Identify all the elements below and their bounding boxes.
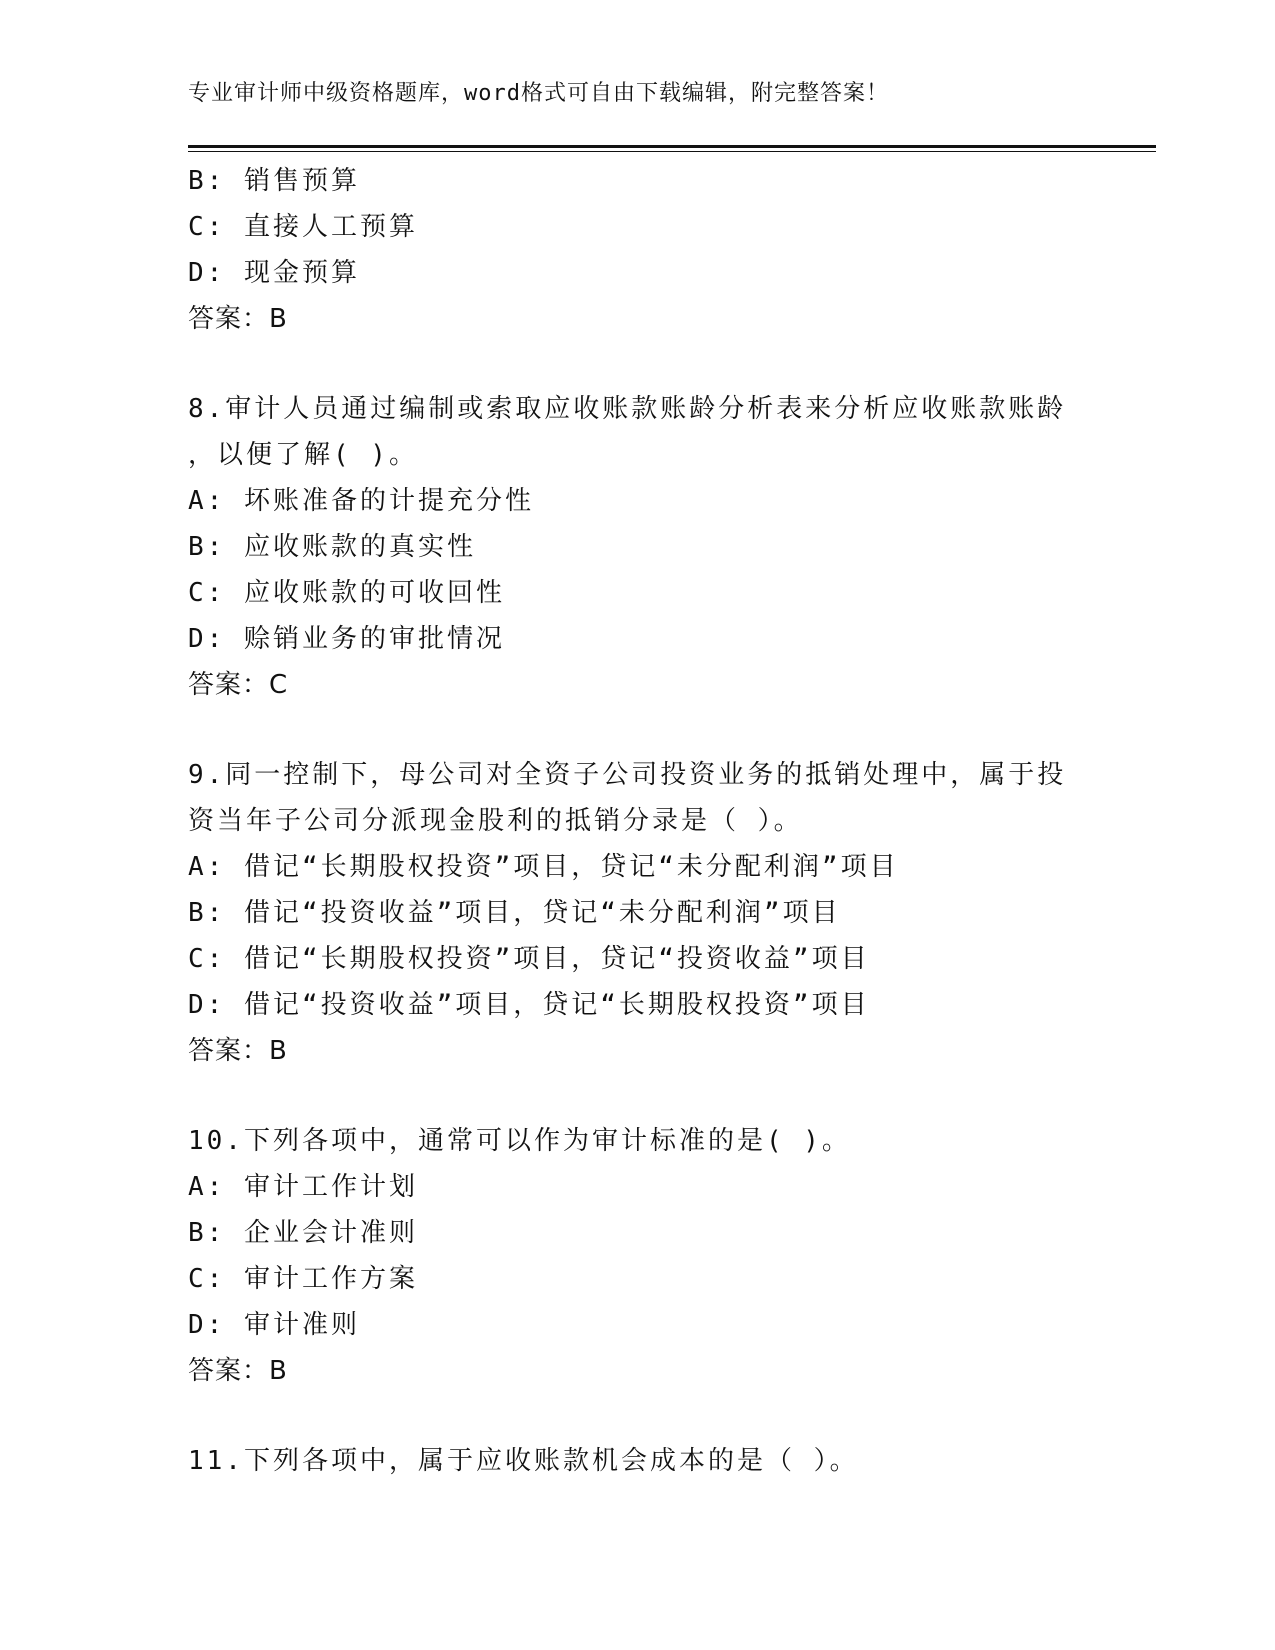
question-block <box>188 158 1148 342</box>
question-line: ，以便了解( )。 <box>188 440 418 470</box>
question-content <box>188 158 1148 1484</box>
question-line: C: 应收账款的可收回性 <box>188 578 505 608</box>
header-rule-thick <box>188 145 1156 148</box>
question-line: A: 审计工作计划 <box>188 1172 418 1202</box>
question-line: D: 赊销业务的审批情况 <box>188 624 505 654</box>
question-line: D: 借记“投资收益”项目，贷记“长期股权投资”项目 <box>188 990 870 1020</box>
question-line: B: 销售预算 <box>188 166 360 196</box>
question-line: 8.审计人员通过编制或索取应收账款账龄分析表来分析应收账款账龄 <box>188 394 1067 424</box>
answer-line: 答案：C <box>188 670 289 700</box>
question-line: C: 审计工作方案 <box>188 1264 418 1294</box>
question-line: C: 借记“长期股权投资”项目，贷记“投资收益”项目 <box>188 944 870 974</box>
question-line: B: 借记“投资收益”项目，贷记“未分配利润”项目 <box>188 898 841 928</box>
question-line: 10.下列各项中，通常可以作为审计标准的是( )。 <box>188 1126 851 1156</box>
question-line: B: 应收账款的真实性 <box>188 532 476 562</box>
block-spacer <box>188 1394 1148 1438</box>
question-line: A: 借记“长期股权投资”项目，贷记“未分配利润”项目 <box>188 852 899 882</box>
page-header: 专业审计师中级资格题库，word格式可自由下载编辑，附完整答案！ <box>188 81 889 106</box>
header-rule-thin <box>188 151 1156 152</box>
question-block <box>188 752 1148 1074</box>
question-line: B: 企业会计准则 <box>188 1218 418 1248</box>
block-spacer <box>188 1074 1148 1118</box>
question-line: 资当年子公司分派现金股利的抵销分录是（ ）。 <box>188 806 803 836</box>
question-line: 9.同一控制下，母公司对全资子公司投资业务的抵销处理中，属于投 <box>188 760 1067 790</box>
answer-line: 答案：B <box>188 304 288 334</box>
block-spacer <box>188 342 1148 386</box>
question-line: D: 现金预算 <box>188 258 360 288</box>
answer-line: 答案：B <box>188 1356 288 1386</box>
question-block <box>188 386 1148 708</box>
question-line: A: 坏账准备的计提充分性 <box>188 486 534 516</box>
question-line: C: 直接人工预算 <box>188 212 418 242</box>
answer-line: 答案：B <box>188 1036 288 1066</box>
question-line: D: 审计准则 <box>188 1310 360 1340</box>
question-line: 11.下列各项中，属于应收账款机会成本的是（ ）。 <box>188 1446 859 1476</box>
block-spacer <box>188 708 1148 752</box>
question-block <box>188 1118 1148 1394</box>
question-block <box>188 1438 1148 1484</box>
